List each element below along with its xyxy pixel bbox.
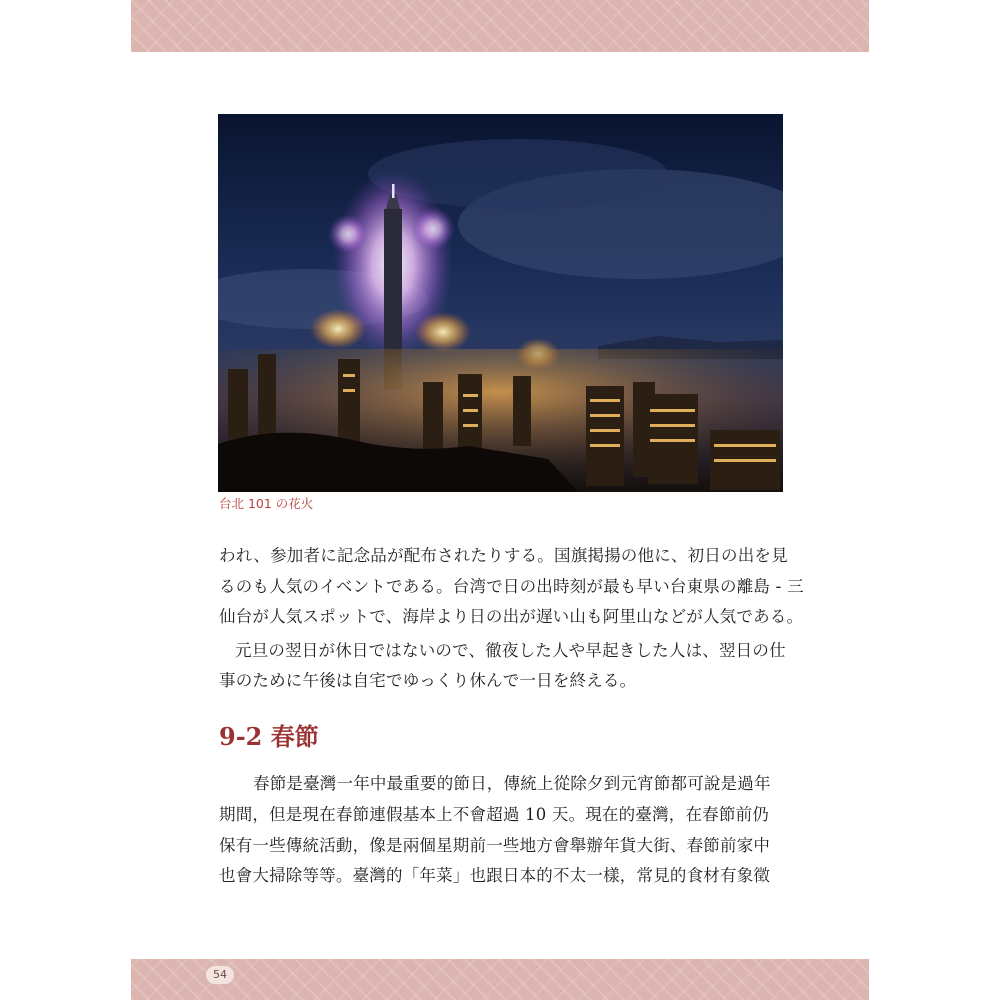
- taipei-101-fireworks-photo: [218, 114, 783, 492]
- bottom-decorative-band: [131, 959, 869, 1000]
- paragraph-1-line-2: るのも人気のイベントである。台湾で日の出時刻が最も早い台東県の離島 - 三: [219, 577, 804, 596]
- paragraph-2-line-1: 元旦の翌日が休日ではないので、徹夜した人や早起きした人は、翌日の仕: [235, 641, 786, 660]
- page-number: 54: [206, 966, 234, 984]
- section-line-1: 春節是臺灣一年中最重要的節日，傳統上從除夕到元宵節都可說是過年: [253, 774, 771, 793]
- paragraph-2-line-2: 事のために午後は自宅でゆっくり休んで一日を終える。: [219, 671, 637, 690]
- photo-caption: 台北 101 の花火: [219, 496, 314, 511]
- paragraph-1-line-3: 仙台が人気スポットで、海岸より日の出が遅い山も阿里山などが人気である。: [219, 607, 804, 626]
- section-line-3: 保有一些傳統活動，像是兩個星期前一些地方會舉辦年貨大街、春節前家中: [219, 836, 771, 855]
- section-line-4: 也會大掃除等等。臺灣的「年菜」也跟日本的不太一樣，常見的食材有象徵: [219, 866, 771, 885]
- section-heading: 9-2 春節: [219, 722, 319, 751]
- section-line-2: 期間，但是現在春節連假基本上不會超過 10 天。現在的臺灣，在春節前仍: [219, 805, 769, 824]
- paragraph-1-line-1: われ、参加者に記念品が配布されたりする。国旗掲揚の他に、初日の出を見: [219, 546, 788, 565]
- top-decorative-band: [131, 0, 869, 52]
